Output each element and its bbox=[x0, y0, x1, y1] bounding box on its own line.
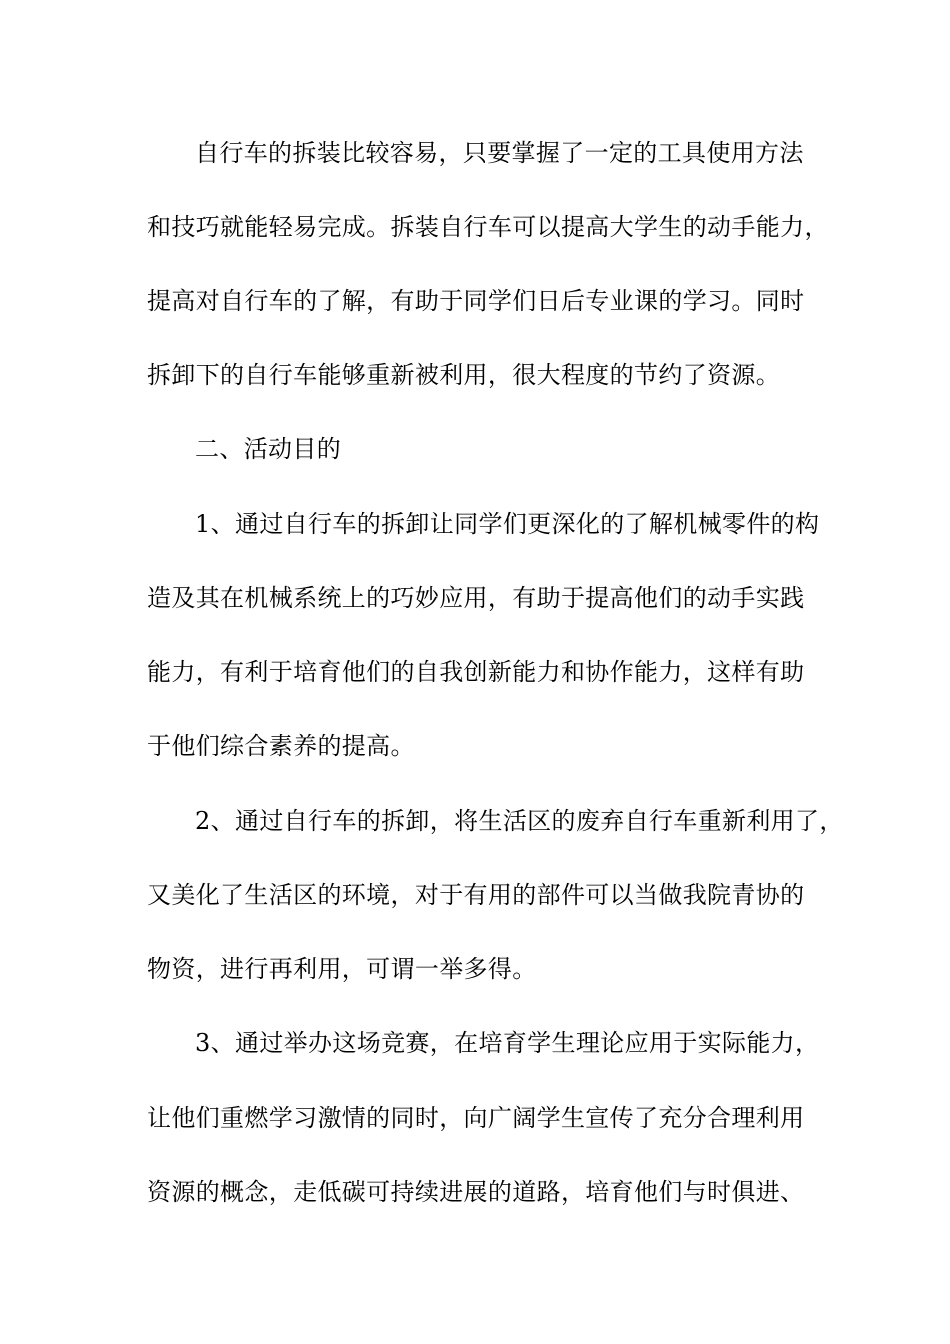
paragraph-1-line-2: 和技巧就能轻易完成。拆装自行车可以提高大学生的动手能力， bbox=[147, 213, 829, 241]
item-1-line-1: 1、通过自行车的拆卸让同学们更深化的了解机械零件的构 bbox=[195, 510, 820, 538]
item-3-line-2: 让他们重燃学习激情的同时，向广阔学生宣传了充分合理利用 bbox=[147, 1104, 805, 1132]
paragraph-1-line-4: 拆卸下的自行车能够重新被利用，很大程度的节约了资源。 bbox=[147, 361, 781, 389]
paragraph-1-line-1: 自行车的拆装比较容易，只要掌握了一定的工具使用方法 bbox=[195, 139, 804, 167]
item-1-line-3: 能力，有利于培育他们的自我创新能力和协作能力，这样有助 bbox=[147, 658, 805, 686]
item-2-line-2: 又美化了生活区的环境，对于有用的部件可以当做我院青协的 bbox=[147, 881, 805, 909]
section-heading: 二、活动目的 bbox=[195, 435, 342, 463]
item-2-line-1: 2、通过自行车的拆卸，将生活区的废弃自行车重新利用了， bbox=[195, 807, 844, 835]
item-1-line-4: 于他们综合素养的提高。 bbox=[147, 732, 415, 760]
item-2-line-3: 物资，进行再利用，可谓一举多得。 bbox=[147, 955, 537, 983]
item-3-line-3: 资源的概念，走低碳可持续进展的道路，培育他们与时俱进、 bbox=[147, 1178, 805, 1206]
item-1-line-2: 造及其在机械系统上的巧妙应用，有助于提高他们的动手实践 bbox=[147, 584, 805, 612]
paragraph-1-line-3: 提高对自行车的了解，有助于同学们日后专业课的学习。同时 bbox=[147, 287, 805, 315]
item-3-line-1: 3、通过举办这场竞赛，在培育学生理论应用于实际能力， bbox=[195, 1029, 820, 1057]
